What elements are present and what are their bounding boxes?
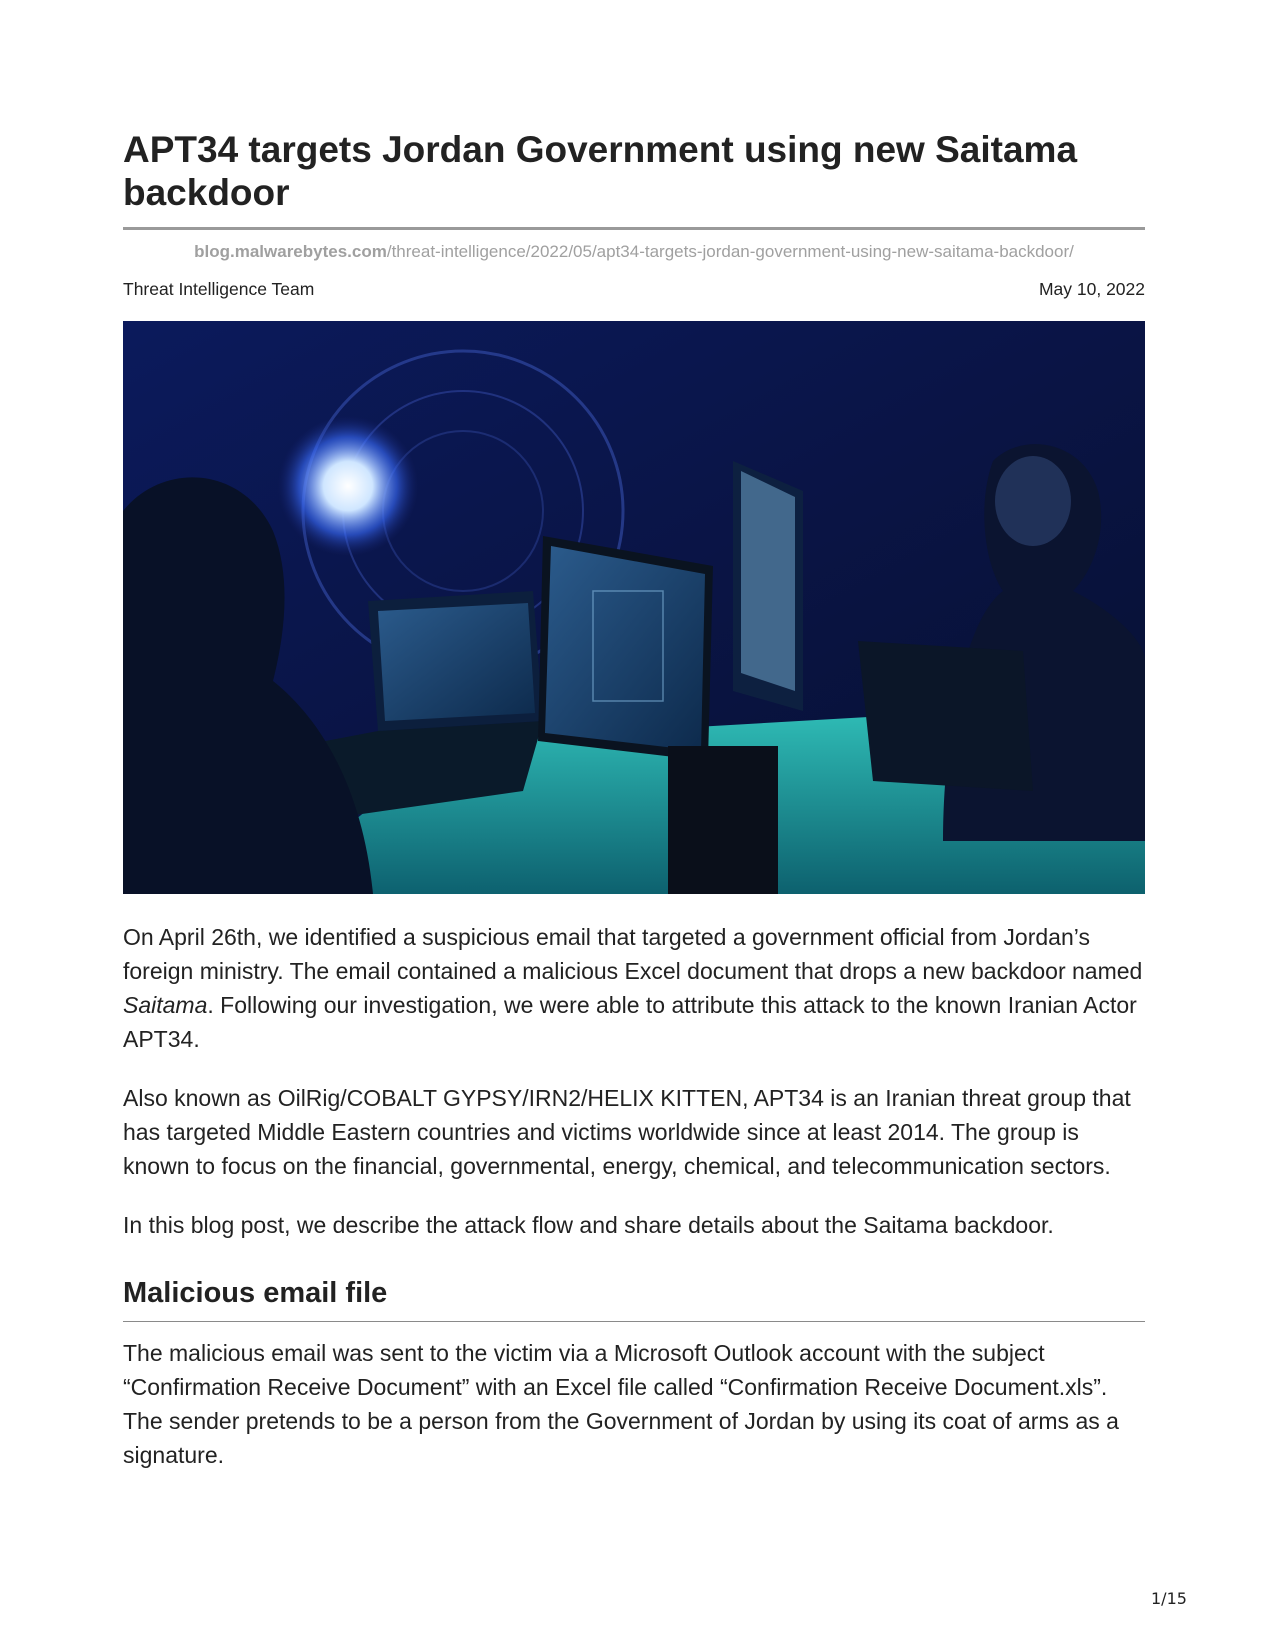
article-meta: [123, 279, 1145, 300]
backdoor-name: Saitama: [123, 992, 208, 1018]
article-body: [123, 920, 1145, 1242]
page-number: 1/15: [1151, 1589, 1187, 1608]
author: Threat Intelligence Team: [123, 279, 315, 299]
paragraph-apt34: Also known as OilRig/COBALT GYPSY/IRN2/HELIX KITTEN, APT34 is an Iranian threat group that has targeted Middle Eastern countries and victims worldwide since at least 2014. The group is known to focus on the financial, governmental, energy, chemical, and telecommunication sectors.: [123, 1085, 1131, 1179]
paragraph-intro-text-1: On April 26th, we identified a suspicious email that targeted a government official from Jordan’s foreign ministry. The email contained a malicious Excel document that drops a new backdoor named: [123, 924, 1143, 984]
section-body: [123, 1336, 1145, 1472]
paragraph-intro: [123, 920, 1145, 1056]
article-page: [123, 128, 1145, 1472]
url-path[interactable]: /threat-intelligence/2022/05/apt34-targets-jordan-government-using-new-saitama-backdoor/: [386, 242, 1074, 261]
paragraph-summary: In this blog post, we describe the attack flow and share details about the Saitama backdoor.: [123, 1212, 1054, 1238]
publish-date: May 10, 2022: [1038, 279, 1145, 299]
url-host[interactable]: blog.malwarebytes.com: [194, 242, 387, 261]
section-heading-malicious-email: Malicious email file: [123, 1275, 1145, 1322]
paragraph-intro-text-2: . Following our investigation, we were able to attribute this attack to the known Iranian Actor APT34.: [123, 992, 1137, 1052]
hero-image: [123, 321, 1145, 894]
source-url[interactable]: [123, 242, 1145, 262]
paragraph-email: The malicious email was sent to the victim via a Microsoft Outlook account with the subject “Confirmation Receive Document” with an Excel file called “Confirmation Receive Document.xls”. The sender pretends to be a person from the Government of Jordan by using its coat of arms as a signature.: [123, 1340, 1119, 1468]
article-title: APT34 targets Jordan Government using new Saitama backdoor: [123, 128, 1145, 230]
